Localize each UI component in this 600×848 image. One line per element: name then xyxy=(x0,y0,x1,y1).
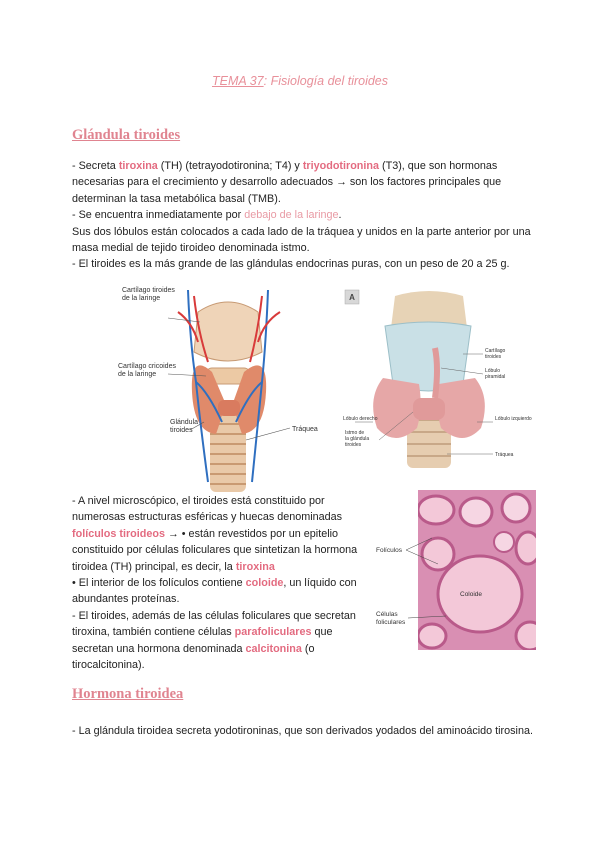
bullet-peso: - El tiroides es la más grande de las glándulas endocrinas puras, con un peso de 20 a 25 g. xyxy=(72,258,510,271)
keyword-calcitonina: calcitonina xyxy=(245,642,302,655)
label-lobulo-derecho: Lóbulo derecho xyxy=(343,416,378,422)
paragraph-parafoliculares xyxy=(72,608,376,674)
keyword-debajo-laringe: debajo de la laringe xyxy=(244,209,339,222)
text-run: • El interior de los folículos contiene xyxy=(72,577,246,590)
text-run: - Se encuentra inmediatamente por xyxy=(72,209,245,222)
label-celulas: Células foliculares xyxy=(376,611,406,626)
section-heading-glandula: Glándula tiroides xyxy=(72,127,181,143)
label-coloide: Coloide xyxy=(460,591,483,598)
thyroid-3d-illustration xyxy=(343,288,532,470)
bullet-secreta xyxy=(72,158,534,207)
label-istmo: Istmo de la glándula tiroides xyxy=(345,430,370,448)
title-separator: : xyxy=(263,74,268,88)
text-run: , un líquido con abundantes proteínas. xyxy=(72,577,357,606)
keyword-foliculos: folículos tiroideos xyxy=(72,527,165,540)
text-run: . xyxy=(338,209,342,222)
section1b-text xyxy=(72,493,376,673)
paragraph-lobulos: Sus dos lóbulos están colocados a cada lado de la tráquea y unidos en la parte anterior por una masa medial de tejido tiroideo denominada istmo. xyxy=(72,225,531,255)
figure-tag: A xyxy=(349,293,355,302)
text-run: (TH) (tetrayodotironina; T4) y xyxy=(157,160,303,172)
label-traquea-3d: Tráquea xyxy=(495,452,514,458)
label-traquea: Tráquea xyxy=(292,426,318,433)
title-topic: TEMA 37 xyxy=(211,74,264,88)
follicle-small xyxy=(418,496,454,524)
text-run: - A nivel microscópico, el tiroides está constituido por numerosas estructuras esféricas y huecas denominadas xyxy=(72,495,343,524)
bullet-ubicacion xyxy=(72,207,534,223)
paragraph-microscopico xyxy=(72,493,376,575)
follicle-small xyxy=(460,498,492,526)
keyword-tiroxina: tiroxina xyxy=(118,160,158,172)
keyword-triyodotironina: triyodotironina xyxy=(302,160,380,172)
text-run: (T3), que son hormonas necesarias para el crecimiento y desarrollo adecuados → son los factores principales que determinan la tasa metabólica basal (TMB). xyxy=(72,160,502,205)
follicle-micrograph xyxy=(376,490,536,650)
follicle-small xyxy=(422,538,454,570)
label-foliculos: Folículos xyxy=(376,547,403,554)
text-run: - El tiroides, además de las células foliculares que secretan tiroxina, también contiene células xyxy=(72,609,356,639)
section2-text xyxy=(72,723,534,739)
text-run: - Secreta xyxy=(72,160,119,172)
follicle-small xyxy=(516,622,544,650)
follicle-small xyxy=(418,624,446,648)
label-lobulo-izquierdo: Lóbulo izquierdo xyxy=(495,416,532,422)
label-cartilago: Cartílago tiroides xyxy=(485,348,506,360)
isthmus-3d-shape xyxy=(413,398,445,420)
section1-text xyxy=(72,158,534,273)
text-run: → • están revestidos por un epitelio constituido por células foliculares que sintetizan la hormona tiroidea (TH) principal, es decir, la xyxy=(72,527,358,573)
title-name: Fisiología del tiroides xyxy=(270,74,389,88)
isthmus-shape xyxy=(218,400,240,416)
keyword-parafoliculares: parafoliculares xyxy=(234,626,312,639)
section-heading-hormona: Hormona tiroidea xyxy=(72,686,184,702)
keyword-tiroxina-2: tiroxina xyxy=(235,560,275,573)
paragraph-coloide xyxy=(72,575,376,608)
text-run: que secretan una hormona denominada xyxy=(72,626,333,655)
page-title xyxy=(0,74,600,88)
label-lobulo-piramidal: Lóbulo piramidal xyxy=(485,368,506,380)
label-glandula: Glándula tiroides xyxy=(170,419,199,434)
follicle-small xyxy=(516,532,540,564)
follicle-small xyxy=(502,494,530,522)
text-run: (o tirocalcitonina). xyxy=(72,642,315,672)
keyword-coloide: coloide xyxy=(245,577,284,590)
paragraph-yodotironinas: - La glándula tiroidea secreta yodotironinas, que son derivados yodados del aminoácido tirosina. xyxy=(72,725,533,737)
label-cart-tiroides: Cartílago tiroides de la laringe xyxy=(122,287,175,302)
thyroid-anterior-illustration xyxy=(112,282,342,494)
follicle-small xyxy=(494,532,514,552)
label-cart-cricoides: Cartílago cricoides de la laringe xyxy=(118,363,176,378)
pyramidal-lobe-shape xyxy=(435,348,437,398)
